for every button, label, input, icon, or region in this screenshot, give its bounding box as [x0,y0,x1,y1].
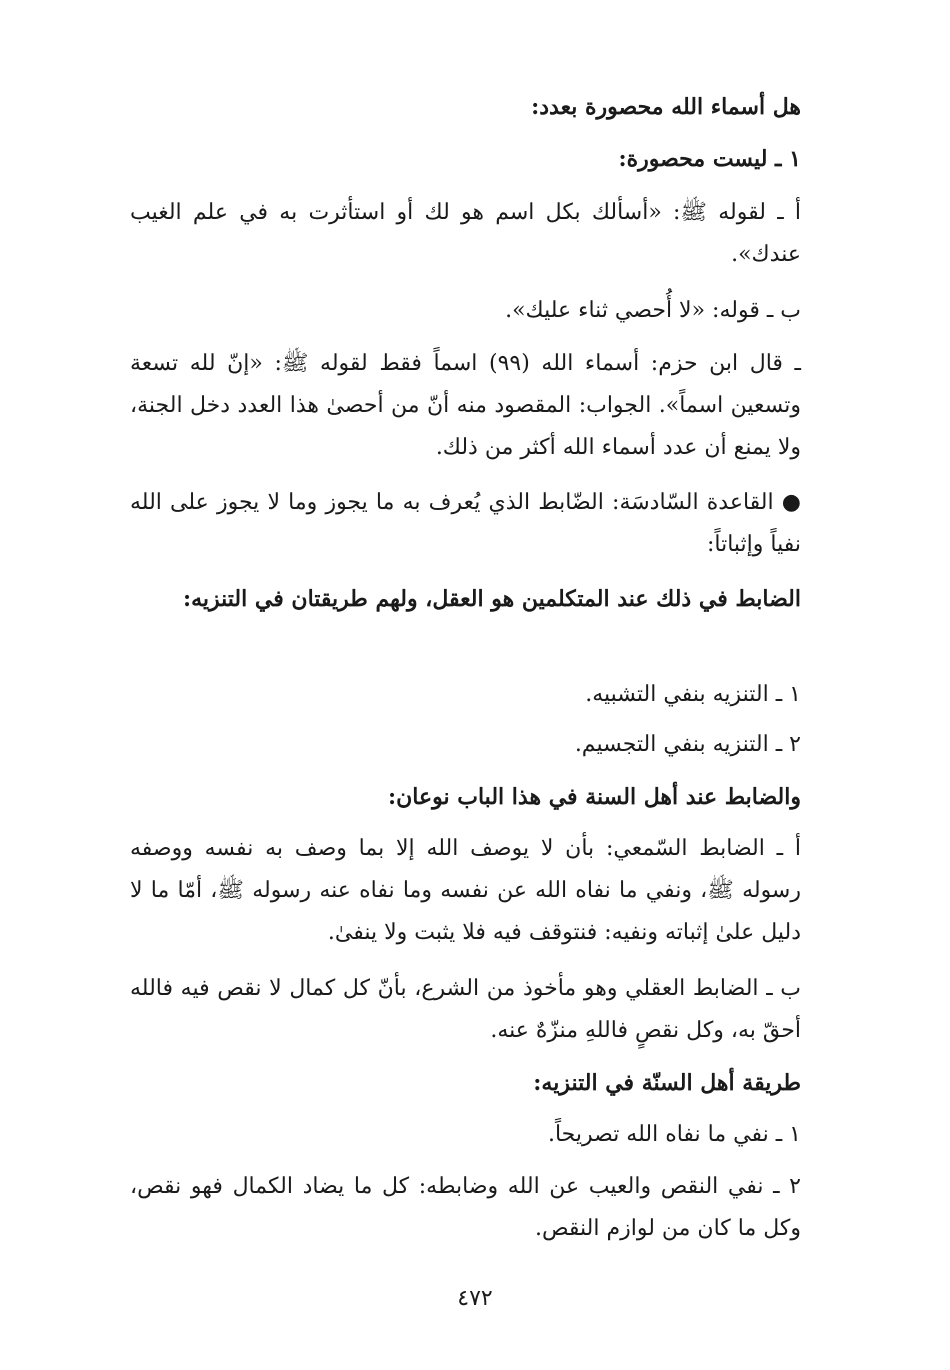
ibn-hazm-paragraph: ـ قال ابن حزم: أسماء الله (٩٩) اسماً فقط لقوله ﷺ: «إنّ لله تسعة وتسعين اسماً». الجواب: المقصود منه أنّ من أحصىٰ هذا العدد دخل الجنة، ولا يمنع أن عدد أسماء الله أكثر من ذلك. [130,351,801,460]
list-item-1: ١ ـ التنزيه بنفي التشبيه. [585,682,801,707]
question-heading: هل أسماء الله محصورة بعدد: [531,94,801,120]
evidence-paragraph-a: أ ـ لقوله ﷺ: «أسألك بكل اسم هو لك أو استأثرت به في علم الغيب عندك». [130,200,801,267]
sixth-rule-paragraph: ● القاعدة السّادسَة: الضّابط الذي يُعرف به ما يجوز وما لا يجوز على الله نفياً وإثباتاً: [130,490,801,557]
rational-rule-paragraph: ب ـ الضابط العقلي وهو مأخوذ من الشرع، بأنّ كل كمال لا نقص فيه فالله أحقّ به، وكل نقصٍ فاللهِ منزّهٌ عنه. [130,976,801,1043]
method-heading: طريقة أهل السنّة في التنزيه: [533,1070,801,1096]
method-item-1: ١ ـ نفي ما نفاه الله تصريحاً. [547,1122,801,1147]
answer-heading: ١ ـ ليست محصورة: [618,146,801,172]
method-item-2: ٢ ـ نفي النقص والعيب عن الله وضابطه: كل ما يضاد الكمال فهو نقص، وكل ما كان من لوازم النقص. [130,1174,801,1241]
textual-rule-paragraph: أ ـ الضابط السّمعي: بأن لا يوصف الله إلا بما وصف به نفسه ووصفه رسوله ﷺ، ونفي ما نفاه الله عن نفسه وما نفاه عنه رسوله ﷺ، أمّا ما لا دليل علىٰ إثباته ونفيه: فنتوقف فيه فلا يثبت ولا ينفىٰ. [130,836,801,945]
list-item-2: ٢ ـ التنزيه بنفي التجسيم. [574,732,801,757]
evidence-paragraph-b: ب ـ قوله: «لا أُحصي ثناء عليك». [505,298,801,323]
mutakallimin-paragraph: الضابط في ذلك عند المتكلمين هو العقل، ولهم طريقتان في التنزيه: [182,586,801,612]
page-number: ٤٧٢ [457,1286,493,1311]
sunnah-rule-heading: والضابط عند أهل السنة في هذا الباب نوعان: [388,784,801,810]
